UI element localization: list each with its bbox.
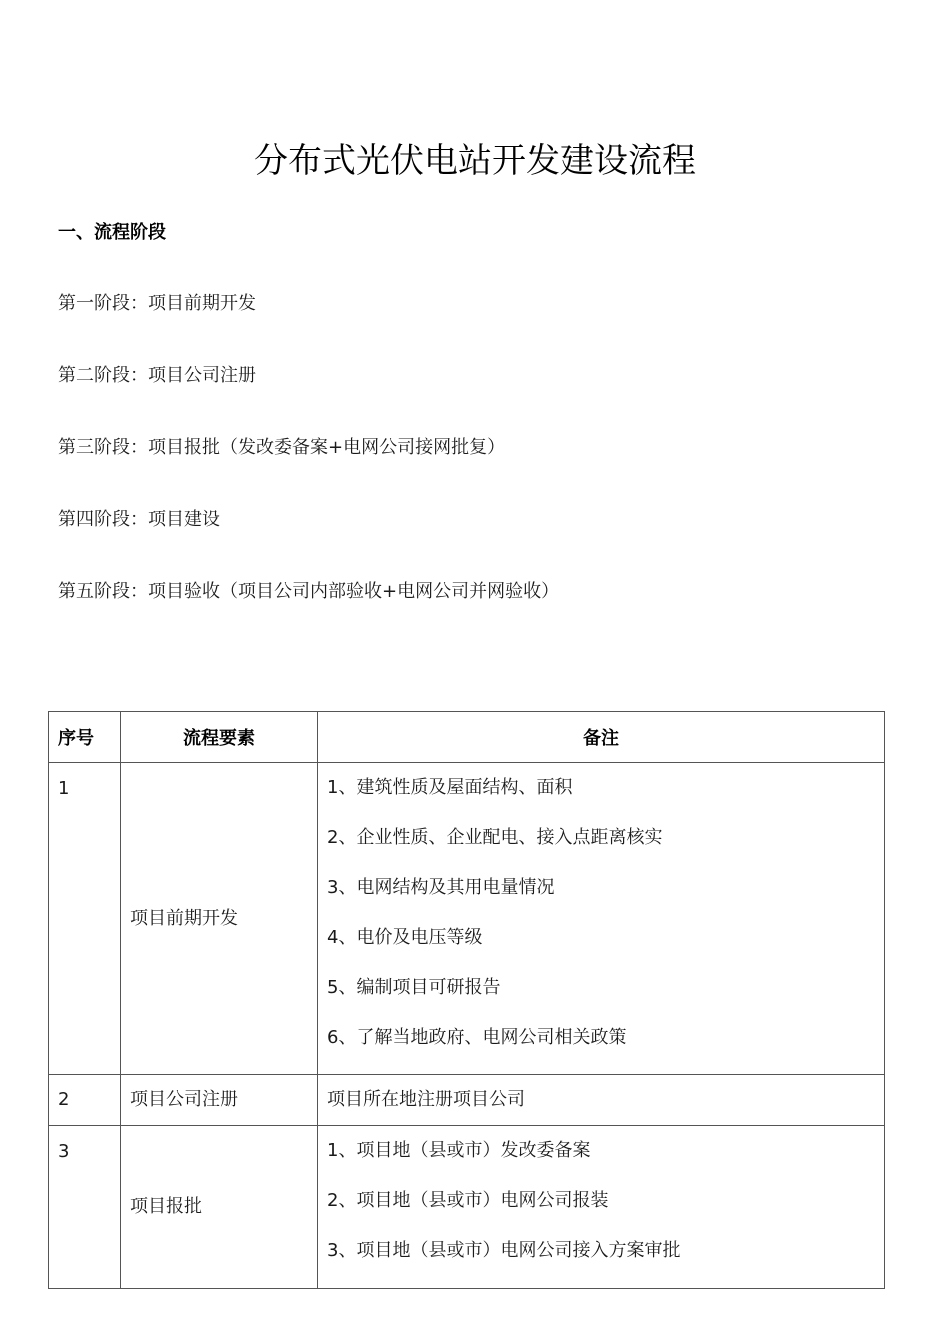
header-element: 流程要素 [121, 712, 318, 763]
table-row [49, 763, 885, 1075]
stage-1: 第一阶段：项目前期开发 [58, 293, 256, 314]
note-item: 6、了解当地政府、电网公司相关政策 [327, 1027, 627, 1048]
row-number: 1 [49, 763, 121, 1075]
note-item: 1、项目地（县或市）发改委备案 [327, 1140, 591, 1161]
note-item: 5、编制项目可研报告 [327, 977, 501, 998]
note-item: 3、电网结构及其用电量情况 [327, 877, 555, 898]
note-item: 2、企业性质、企业配电、接入点距离核实 [327, 827, 663, 848]
row-element: 项目报批 [121, 1126, 318, 1289]
stage-3: 第三阶段：项目报批（发改委备案+电网公司接网批复） [58, 437, 506, 458]
process-table [48, 711, 885, 1289]
note-item: 2、项目地（县或市）电网公司报装 [327, 1190, 609, 1211]
row-notes [318, 1126, 885, 1289]
stage-4: 第四阶段：项目建设 [58, 509, 220, 530]
note-item: 4、电价及电压等级 [327, 927, 483, 948]
row-notes [318, 1075, 885, 1126]
note-item: 项目所在地注册项目公司 [327, 1089, 525, 1110]
row-notes [318, 763, 885, 1075]
row-number: 2 [49, 1075, 121, 1126]
stage-2: 第二阶段：项目公司注册 [58, 365, 256, 386]
section-heading: 一、流程阶段 [58, 222, 166, 243]
row-number: 3 [49, 1126, 121, 1289]
header-number: 序号 [49, 712, 121, 763]
table-row [49, 1075, 885, 1126]
header-notes: 备注 [318, 712, 885, 763]
table-header-row [49, 712, 885, 763]
row-element: 项目公司注册 [121, 1075, 318, 1126]
note-item: 3、项目地（县或市）电网公司接入方案审批 [327, 1240, 681, 1261]
stage-5: 第五阶段：项目验收（项目公司内部验收+电网公司并网验收） [58, 581, 560, 602]
row-element: 项目前期开发 [121, 763, 318, 1075]
document-title: 分布式光伏电站开发建设流程 [254, 141, 696, 181]
note-item: 1、建筑性质及屋面结构、面积 [327, 777, 573, 798]
table-row [49, 1126, 885, 1289]
